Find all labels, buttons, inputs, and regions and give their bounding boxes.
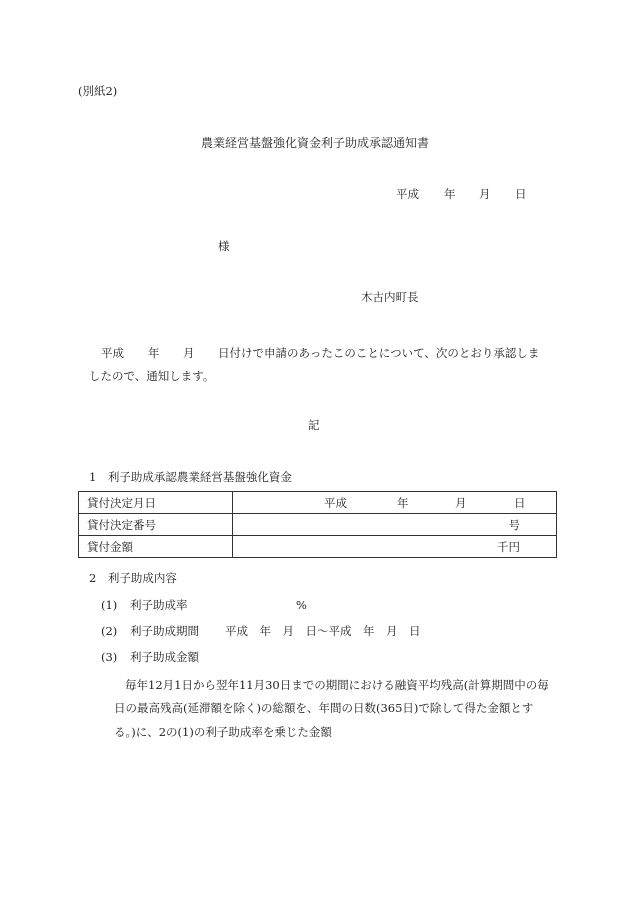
ki-label: 記 [308,418,320,432]
section1-heading: 1 利子助成承認農業経営基盤強化資金 [89,470,292,484]
loan-decision-number-label: 貸付決定番号 [79,514,233,536]
item2-label: 利子助成期間 [130,624,199,638]
table-row [79,492,557,514]
description-line1: 毎年12月1日から翌年11月30日までの期間における融資平均残高(計算期間中の毎 [125,678,549,692]
item1-label: 利子助成率 [130,598,188,612]
loan-decision-number-unit: 号 [233,514,557,536]
loan-date-year: 年 [397,495,409,510]
date-year: 年 [444,187,456,201]
description-line2: 日の最高残高(延滞額を除く)の総額を、年間の日数(365日)で除して得た金額とす [114,701,534,715]
item2-number: (2) [101,624,118,638]
date-month: 月 [479,187,491,201]
table-row [79,514,557,536]
body-text-line1: 日付けで申請のあったこのことについて、次のとおり承認しま [218,346,540,360]
loan-decision-date-value [233,492,557,514]
item2-period: 平成 年 月 日～平成 年 月 日 [225,624,421,638]
date-day: 日 [515,187,527,201]
item3-label: 利子助成金額 [130,650,199,664]
item1-number: (1) [101,598,118,612]
body-era: 平成 [101,346,124,360]
addressee-suffix: 様 [218,239,230,253]
date-era: 平成 [396,187,419,201]
loan-table [78,491,557,558]
document-title: 農業経営基盤強化資金利子助成承認通知書 [201,136,430,150]
item3-number: (3) [101,650,118,664]
item1-unit: % [296,598,307,612]
loan-decision-date-label: 貸付決定月日 [79,492,233,514]
loan-date-era: 平成 [324,495,347,510]
issuer-name: 木古内町長 [361,290,419,304]
loan-amount-label: 貸付金額 [79,536,233,558]
annex-label: (別紙2) [78,84,118,98]
loan-amount-unit: 千円 [233,536,557,558]
table-row [79,536,557,558]
loan-date-day: 日 [514,495,526,510]
body-month: 月 [183,346,195,360]
body-text-line2: したので、通知します。 [89,369,215,383]
description-line3: る。)に、2の(1)の利子助成率を乗じた金額 [114,725,332,739]
body-year: 年 [148,346,160,360]
loan-date-month: 月 [455,495,467,510]
section2-heading: 2 利子助成内容 [89,571,177,585]
